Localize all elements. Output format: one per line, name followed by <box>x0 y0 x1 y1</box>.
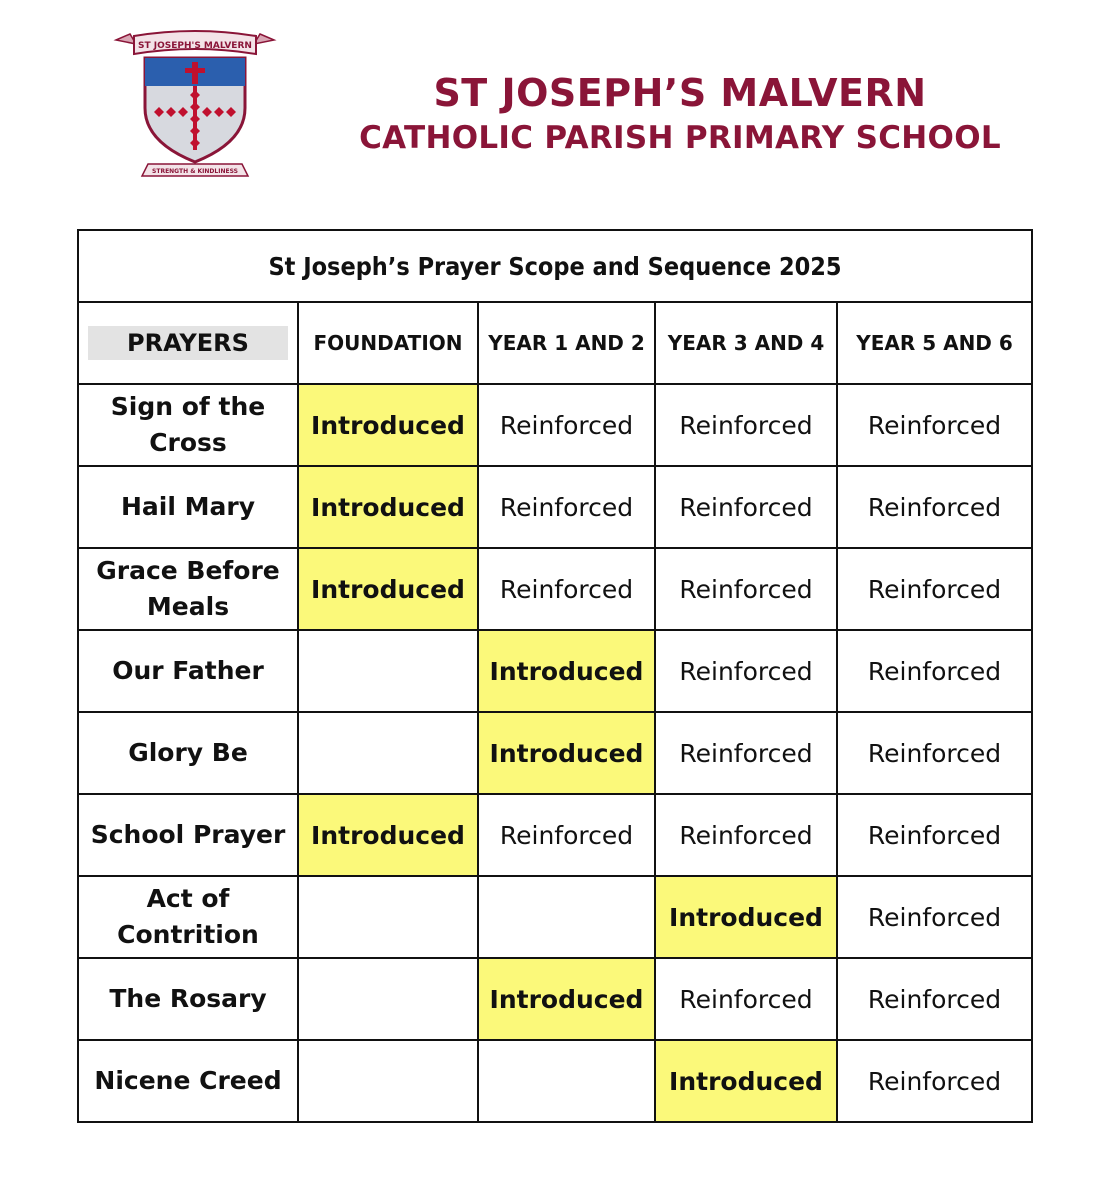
status-reinforced-cell: Reinforced <box>478 384 655 466</box>
school-name-line1: ST JOSEPH’S MALVERN <box>433 71 927 115</box>
status-introduced-cell: Introduced <box>298 794 478 876</box>
prayer-name-cell: Hail Mary <box>78 466 298 548</box>
status-introduced-cell: Introduced <box>298 466 478 548</box>
empty-status-cell <box>478 1040 655 1122</box>
empty-status-cell <box>298 1040 478 1122</box>
prayer-scope-table <box>77 229 1033 1123</box>
column-header-foundation: FOUNDATION <box>298 302 478 384</box>
status-reinforced-cell: Reinforced <box>837 466 1032 548</box>
prayer-name-cell: The Rosary <box>78 958 298 1040</box>
status-reinforced-cell: Reinforced <box>478 794 655 876</box>
empty-status-cell <box>298 876 478 958</box>
table-row <box>78 384 1032 466</box>
status-reinforced-cell: Reinforced <box>837 712 1032 794</box>
status-reinforced-cell: Reinforced <box>478 466 655 548</box>
prayer-name-cell: Sign of the Cross <box>78 384 298 466</box>
table-row <box>78 794 1032 876</box>
table-row <box>78 712 1032 794</box>
status-reinforced-cell: Reinforced <box>655 794 837 876</box>
status-reinforced-cell: Reinforced <box>655 384 837 466</box>
status-introduced-cell: Introduced <box>298 384 478 466</box>
empty-status-cell <box>478 876 655 958</box>
status-reinforced-cell: Reinforced <box>837 1040 1032 1122</box>
table-row <box>78 548 1032 630</box>
table-title: St Joseph’s Prayer Scope and Sequence 2025 <box>78 230 1032 302</box>
table-header-row <box>78 302 1032 384</box>
empty-status-cell <box>298 712 478 794</box>
status-reinforced-cell: Reinforced <box>655 548 837 630</box>
column-header-year-3-4: YEAR 3 AND 4 <box>655 302 837 384</box>
status-reinforced-cell: Reinforced <box>837 548 1032 630</box>
school-name-line2: CATHOLIC PARISH PRIMARY SCHOOL <box>359 120 1001 156</box>
table-row <box>78 466 1032 548</box>
status-reinforced-cell: Reinforced <box>837 876 1032 958</box>
status-reinforced-cell: Reinforced <box>655 958 837 1040</box>
table-row <box>78 1040 1032 1122</box>
status-introduced-cell: Introduced <box>655 1040 837 1122</box>
status-reinforced-cell: Reinforced <box>655 466 837 548</box>
table-body <box>78 384 1032 1122</box>
status-reinforced-cell: Reinforced <box>837 794 1032 876</box>
status-introduced-cell: Introduced <box>478 712 655 794</box>
table-row <box>78 630 1032 712</box>
prayer-name-cell: Our Father <box>78 630 298 712</box>
crest-motto-text: STRENGTH & KINDLINESS <box>152 168 238 175</box>
status-reinforced-cell: Reinforced <box>655 712 837 794</box>
school-crest-logo <box>112 30 278 186</box>
prayer-name-cell: Glory Be <box>78 712 298 794</box>
status-reinforced-cell: Reinforced <box>478 548 655 630</box>
column-header-prayers: PRAYERS <box>78 302 298 384</box>
empty-status-cell <box>298 630 478 712</box>
prayer-name-cell: Grace Before Meals <box>78 548 298 630</box>
school-name-heading <box>300 68 1060 158</box>
status-reinforced-cell: Reinforced <box>837 958 1032 1040</box>
status-introduced-cell: Introduced <box>478 958 655 1040</box>
column-header-year-5-6: YEAR 5 AND 6 <box>837 302 1032 384</box>
table-row <box>78 958 1032 1040</box>
column-header-year-1-2: YEAR 1 AND 2 <box>478 302 655 384</box>
status-reinforced-cell: Reinforced <box>837 630 1032 712</box>
status-reinforced-cell: Reinforced <box>655 630 837 712</box>
crest-banner-text: ST JOSEPH'S MALVERN <box>138 41 252 51</box>
table-row <box>78 876 1032 958</box>
status-introduced-cell: Introduced <box>298 548 478 630</box>
prayer-name-cell: Act of Contrition <box>78 876 298 958</box>
prayer-name-cell: Nicene Creed <box>78 1040 298 1122</box>
status-reinforced-cell: Reinforced <box>837 384 1032 466</box>
status-introduced-cell: Introduced <box>655 876 837 958</box>
empty-status-cell <box>298 958 478 1040</box>
prayer-name-cell: School Prayer <box>78 794 298 876</box>
status-introduced-cell: Introduced <box>478 630 655 712</box>
